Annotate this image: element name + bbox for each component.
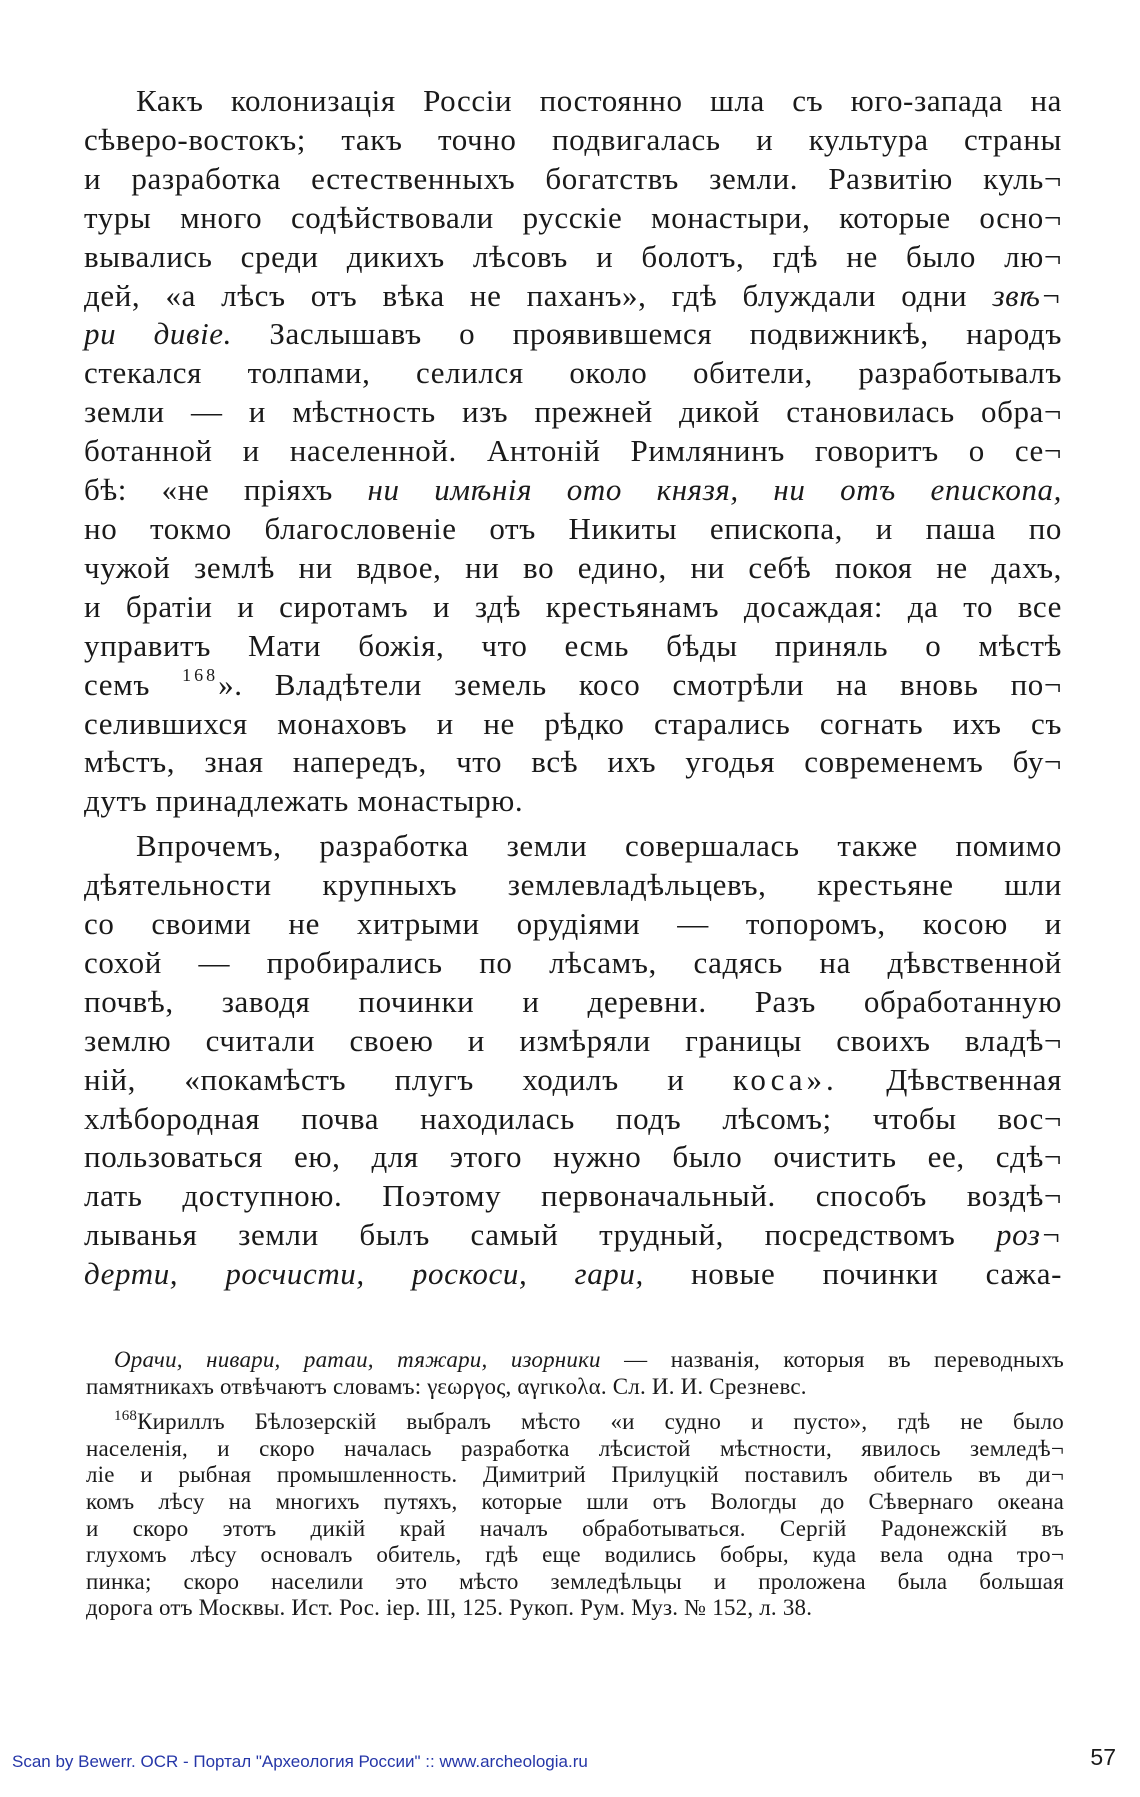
paragraph-line: землю считали своею и измѣряли границы своихъ владѣ¬ bbox=[84, 1022, 1062, 1058]
paragraph-line: мѣстъ, зная напередъ, что всѣ ихъ угодья современемъ бу¬ bbox=[84, 744, 1062, 780]
paragraph-line: но токмо благословеніе отъ Никиты епископа, и паша по bbox=[84, 510, 1062, 546]
footnote-marker: 168 bbox=[114, 1408, 138, 1425]
paragraph-line: пользоваться ею, для этого нужно было очистить ее, сдѣ¬ bbox=[84, 1139, 1062, 1175]
text-span: Дѣвственная bbox=[837, 1061, 1062, 1097]
footnote-line: дорога отъ Москвы. Ист. Рос. іер. III, 125. Рукоп. Рум. Муз. № 152, л. 38. bbox=[86, 1595, 813, 1621]
paragraph-line: сѣверо-востокъ; такъ точно подвигалась и культура страны bbox=[84, 121, 1062, 157]
spaced-text-span: коса». bbox=[732, 1061, 838, 1097]
paragraph-line: сохой — пробирались по лѣсамъ, садясь на дѣвственной bbox=[84, 944, 1062, 980]
paragraph-line: дѣятельности крупныхъ землевладѣльцевъ, крестьяне шли bbox=[84, 867, 1062, 903]
footnote-line: глухомъ лѣсу основалъ обитель, гдѣ еще водились бобры, куда вела одна тро¬ bbox=[86, 1542, 1064, 1568]
text-span: ній, «покамѣстъ плугъ ходилъ и bbox=[84, 1061, 733, 1097]
footnote-line: пинка; скоро населили это мѣсто земледѣльцы и проложена была большая bbox=[86, 1568, 1064, 1594]
paragraph-line: Впрочемъ, разработка земли совершалась также помимо bbox=[136, 828, 1062, 864]
paragraph-line bbox=[84, 1216, 1062, 1255]
text-span: Кириллъ Бѣлозерскій выбралъ мѣсто «и судно и пусто», гдѣ не было bbox=[137, 1409, 1064, 1435]
text-span: новые починки сажа- bbox=[643, 1256, 1062, 1292]
text-span: лыванья земли былъ самый трудный, посредствомъ bbox=[84, 1217, 996, 1253]
paragraph-line bbox=[84, 471, 1062, 510]
main-text bbox=[84, 82, 1062, 1294]
paragraph-line: и братіи и сиротамъ и здѣ крестьянамъ досаждая: да то все bbox=[84, 588, 1062, 624]
italic-span: роз¬ bbox=[995, 1217, 1062, 1253]
paragraph-line: селившихся монаховъ и не рѣдко старались согнать ихъ съ bbox=[84, 705, 1062, 741]
paragraph-line: и разработка естественныхъ богатствъ земли. Развитію куль¬ bbox=[84, 160, 1062, 196]
footnote-line: и скоро этотъ дикій край началъ обработываться. Сергій Радонежскій въ bbox=[86, 1515, 1064, 1541]
footnote-line: комъ лѣсу на многихъ путяхъ, которые шли отъ Вологды до Сѣвернаго океана bbox=[86, 1488, 1064, 1514]
text-span: — названія, которыя въ переводныхъ bbox=[600, 1347, 1064, 1372]
paragraph-line: Какъ колонизація Россіи постоянно шла съ юго-запада на bbox=[136, 83, 1062, 118]
paragraph-line: стекался толпами, селился около обители, разработывалъ bbox=[84, 355, 1062, 391]
text-span: дей, «а лѣсъ отъ вѣка не паханъ», гдѣ блуждали одни bbox=[84, 277, 993, 313]
paragraph-line: хлѣбородная почва находилась подъ лѣсомъ; чтобы вос¬ bbox=[84, 1100, 1062, 1136]
text-span: ». Владѣтели земель косо смотрѣли на вновь по¬ bbox=[218, 666, 1062, 702]
text-span: семъ bbox=[84, 666, 183, 702]
paragraph-line: со своими не хитрыми орудіями — топоромъ, косою и bbox=[84, 906, 1062, 942]
paragraph-line: туры много содѣйствовали русскіе монастыри, которые осно¬ bbox=[84, 199, 1062, 235]
paragraph-line: почвѣ, заводя починки и деревни. Разъ обработанную bbox=[84, 983, 1062, 1019]
paragraph-line: лать доступною. Поэтому первоначальный. способъ воздѣ¬ bbox=[84, 1178, 1062, 1214]
paragraph-line bbox=[84, 1061, 1062, 1100]
italic-span: звѣ¬ bbox=[992, 277, 1062, 313]
footnote-reference[interactable]: 168 bbox=[182, 664, 219, 685]
italic-span: Орачи, нивари, ратаи, тяжари, изорники bbox=[114, 1347, 601, 1372]
footnote-line bbox=[86, 1347, 1064, 1374]
footnote-line: памятникахъ отвѣчаютъ словамъ: γεωργος, αγrικολα. Сл. И. И. Срезневс. bbox=[86, 1373, 807, 1399]
paragraph-line: чужой землѣ ни вдвое, ни во едино, ни себѣ покоя не дахъ, bbox=[84, 549, 1062, 585]
italic-span: ри дивіе. bbox=[84, 316, 232, 352]
paragraph-line: ботанной и населенной. Антоній Римлянинъ говоритъ о се¬ bbox=[84, 433, 1062, 469]
footnotes bbox=[86, 1347, 1064, 1622]
paragraph-line: дутъ принадлежать монастырю. bbox=[84, 783, 524, 819]
paragraph-line bbox=[84, 277, 1062, 316]
paragraph-line bbox=[84, 315, 1062, 354]
footnote-line: населенія, и скоро началась разработка лѣсистой мѣстности, явилось земледѣ¬ bbox=[86, 1435, 1064, 1461]
text-span: Заслышавъ о проявившемся подвижникѣ, народъ bbox=[232, 316, 1062, 352]
footnote-line bbox=[86, 1409, 1064, 1436]
italic-span: дерти, росчисти, роскоси, гари, bbox=[84, 1256, 644, 1292]
paragraph-line bbox=[84, 666, 1062, 705]
scan-credit: Scan by Bewerr. OCR - Портал "Археология России" :: www.archeologia.ru bbox=[12, 1752, 588, 1771]
paragraph-line: вывались среди дикихъ лѣсовъ и болотъ, гдѣ не было лю¬ bbox=[84, 238, 1062, 274]
paragraph-line: земли — и мѣстность изъ прежней дикой становилась обра¬ bbox=[84, 394, 1062, 430]
paragraph-line: управитъ Мати божія, что есмь бѣды приняль о мѣстѣ bbox=[84, 627, 1062, 663]
text-span: бѣ: «не пріяхъ bbox=[84, 472, 368, 508]
footnote-line: ліе и рыбная промышленность. Димитрий Прилуцкій поставилъ обитель въ ди¬ bbox=[86, 1462, 1064, 1488]
italic-span: ни имѣнія ото князя, ни отъ епископа, bbox=[367, 472, 1062, 508]
page-number: 57 bbox=[1090, 1744, 1116, 1770]
paragraph-line bbox=[84, 1255, 1062, 1294]
